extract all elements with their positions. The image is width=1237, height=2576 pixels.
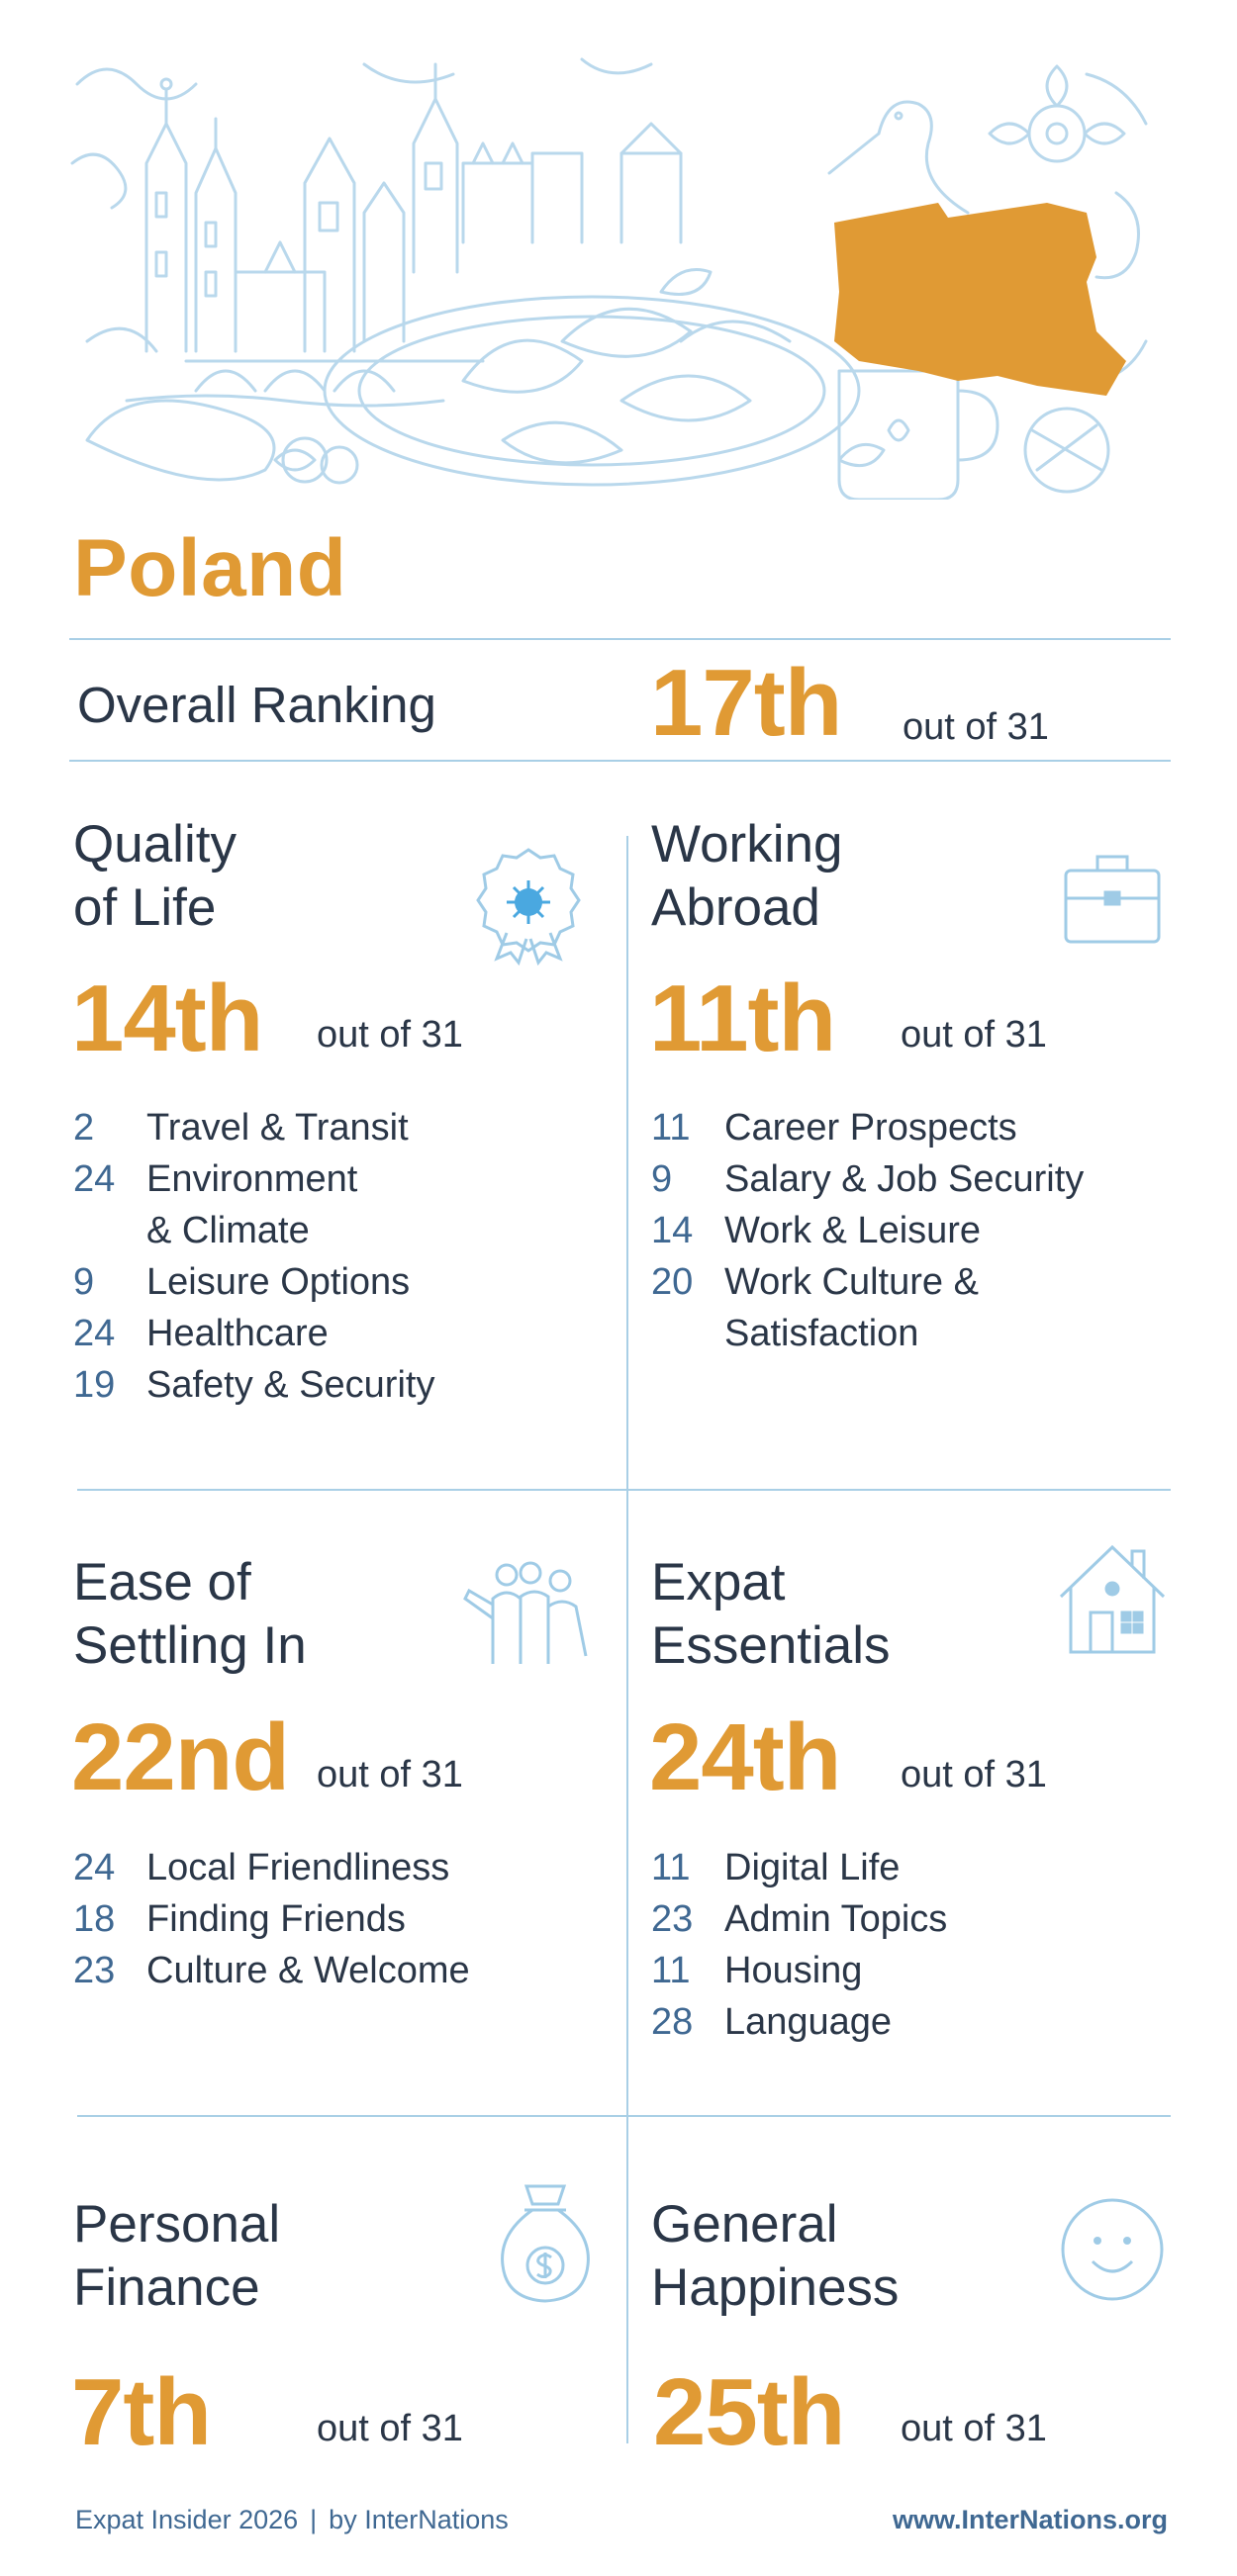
ease-of-settling-in-title: Ease of Settling In [73, 1553, 307, 1675]
working-abroad-out-of: out of 31 [901, 1014, 1047, 1056]
list-item [73, 1842, 608, 1893]
house-icon [1057, 1541, 1168, 1656]
item-label: Safety & Security [146, 1364, 435, 1406]
item-rank: 24 [73, 1313, 116, 1354]
money-bag-icon [499, 2180, 592, 2307]
item-label: Language [724, 2001, 893, 2043]
footer-by: by InterNations [329, 2505, 509, 2534]
item-label: Healthcare [146, 1313, 329, 1354]
divider-top [69, 638, 1171, 640]
item-rank: 24 [73, 1847, 116, 1888]
expat-essentials-out-of: out of 31 [901, 1754, 1047, 1795]
general-happiness-rank: 25th [653, 2359, 845, 2465]
item-rank: 11 [651, 1107, 691, 1149]
item-label: Travel & Transit [146, 1107, 409, 1149]
item-rank: 23 [651, 1898, 694, 1940]
ease-of-settling-in-out-of: out of 31 [317, 1754, 463, 1795]
item-rank: 20 [651, 1261, 694, 1303]
item-rank: 23 [73, 1950, 116, 1991]
ease-of-settling-in-list [73, 1842, 608, 1996]
item-rank: 14 [651, 1210, 694, 1251]
item-rank: 28 [651, 2001, 694, 2043]
overall-out-of: out of 31 [903, 706, 1049, 748]
poland-map-shape [834, 203, 1126, 396]
smiley-icon [1059, 2196, 1166, 2303]
quality-of-life-list [73, 1102, 608, 1411]
item-label: Digital Life [724, 1847, 901, 1888]
people-group-icon [465, 1561, 594, 1668]
footer-separator: | [310, 2505, 318, 2534]
list-item [73, 1308, 608, 1359]
hero-illustration [67, 45, 1173, 500]
item-label: Culture & Welcome [146, 1950, 470, 1991]
personal-finance-title: Personal Finance [73, 2195, 281, 2317]
item-rank: 19 [73, 1364, 116, 1406]
footer-source-title: Expat Insider 2026 [75, 2505, 299, 2534]
ease-of-settling-in-rank: 22nd [71, 1704, 290, 1810]
item-label: Work & Leisure [724, 1210, 982, 1251]
list-item [651, 1945, 1186, 1996]
list-item [73, 1893, 608, 1945]
item-rank: 11 [651, 1847, 691, 1888]
item-label: Leisure Options [146, 1261, 411, 1303]
divider-row-1 [77, 1489, 1171, 1491]
working-abroad-rank: 11th [649, 966, 836, 1071]
item-label: Local Friendliness [146, 1847, 450, 1888]
item-rank: 11 [651, 1950, 691, 1991]
item-rank: 9 [651, 1158, 673, 1200]
item-rank: 24 [73, 1158, 116, 1200]
list-item [651, 1102, 1186, 1153]
list-item [651, 1996, 1186, 2048]
footer-url-link[interactable]: www.InterNations.org [892, 2505, 1168, 2534]
item-label: Work Culture & Satisfaction [724, 1261, 979, 1354]
list-item [73, 1359, 608, 1411]
item-label: Salary & Job Security [724, 1158, 1085, 1200]
personal-finance-out-of: out of 31 [317, 2408, 463, 2449]
quality-of-life-rank: 14th [71, 966, 263, 1071]
list-item [651, 1256, 1186, 1359]
country-title: Poland [73, 523, 347, 613]
item-label: Environment & Climate [146, 1158, 358, 1251]
general-happiness-out-of: out of 31 [901, 2408, 1047, 2449]
item-label: Career Prospects [724, 1107, 1017, 1149]
list-item [651, 1153, 1186, 1205]
divider-row-2 [77, 2115, 1171, 2117]
list-item [73, 1256, 608, 1308]
list-item [73, 1153, 608, 1256]
item-rank: 18 [73, 1898, 116, 1940]
personal-finance-rank: 7th [71, 2359, 211, 2465]
item-rank: 2 [73, 1107, 95, 1149]
expat-essentials-title: Expat Essentials [651, 1553, 891, 1675]
overall-ranking-value: 17th [650, 650, 842, 756]
list-item [651, 1205, 1186, 1256]
badge-icon [481, 846, 576, 963]
divider-vertical [626, 836, 628, 2443]
quality-of-life-title: Quality of Life [73, 815, 237, 937]
item-rank: 9 [73, 1261, 95, 1303]
footer-source [75, 2505, 509, 2535]
expat-essentials-list [651, 1842, 1186, 2048]
list-item [651, 1842, 1186, 1893]
item-label: Admin Topics [724, 1898, 948, 1940]
divider-overall [69, 760, 1171, 762]
briefcase-icon [1062, 849, 1163, 946]
item-label: Housing [724, 1950, 863, 1991]
list-item [651, 1893, 1186, 1945]
quality-of-life-out-of: out of 31 [317, 1014, 463, 1056]
general-happiness-title: General Happiness [651, 2195, 900, 2317]
overall-ranking-label: Overall Ranking [77, 677, 436, 733]
item-label: Finding Friends [146, 1898, 406, 1940]
working-abroad-title: Working Abroad [651, 815, 843, 937]
list-item [73, 1102, 608, 1153]
working-abroad-list [651, 1102, 1186, 1359]
expat-essentials-rank: 24th [649, 1704, 841, 1810]
list-item [73, 1945, 608, 1996]
